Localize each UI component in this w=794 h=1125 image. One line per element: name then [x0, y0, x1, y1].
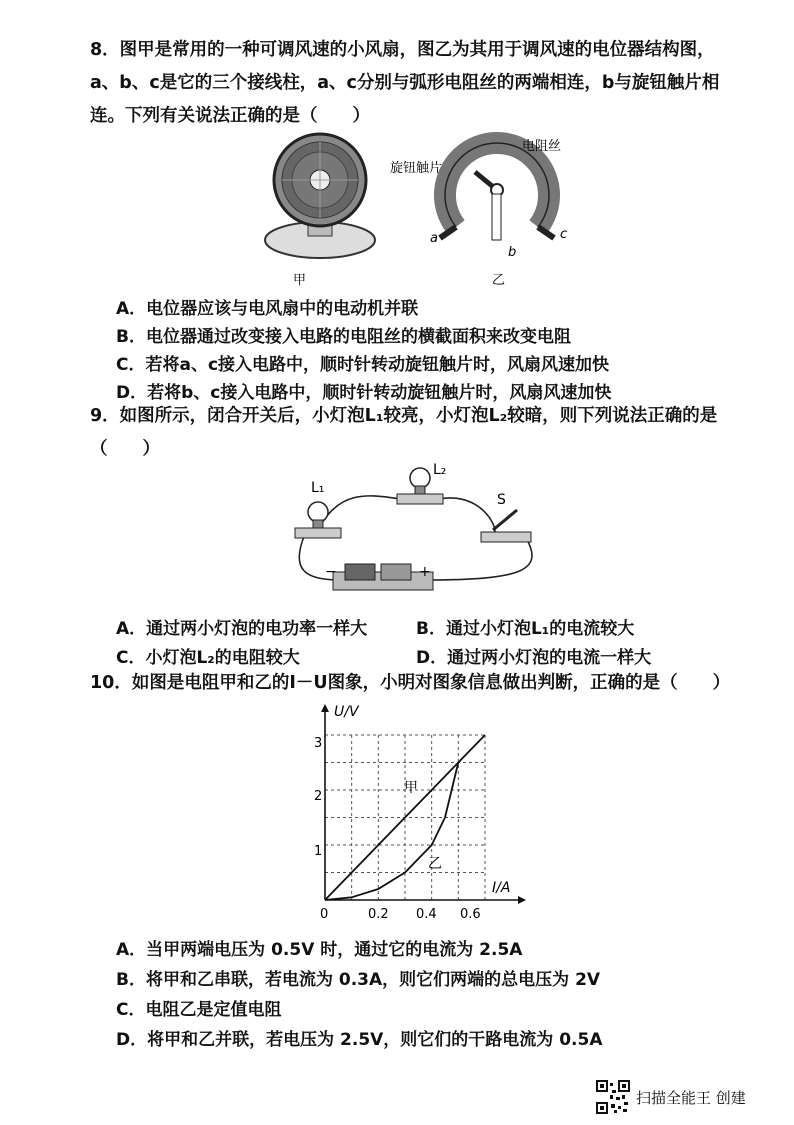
x-axis-label: I/A: [492, 880, 511, 896]
q8-option-c: C．若将a、c接入电路中，顺时针转动旋钮触片时，风扇风速加快: [116, 355, 610, 375]
q9-option-c: C．小灯泡L₂的电阻较大: [116, 648, 300, 668]
q9-option-b: B．通过小灯泡L₁的电流较大: [416, 619, 635, 639]
label-terminal-c: c: [560, 227, 568, 242]
y-tick-1: 1: [314, 844, 323, 859]
label-l1: L₁: [311, 480, 325, 496]
x-tick-3: 0.6: [460, 907, 481, 922]
label-resistance-wire: 电阻丝: [522, 139, 562, 154]
label-knob-contact: 旋钮触片: [390, 161, 443, 176]
q8-option-d: D．若将b、c接入电路中，顺时针转动旋钮触片时，风扇风速加快: [116, 383, 612, 403]
footer-text: 扫描全能王 创建: [636, 1088, 746, 1107]
fig-caption-yi: 乙: [492, 273, 506, 288]
label-terminal-a: a: [430, 231, 438, 246]
label-battery-plus: +: [419, 564, 431, 580]
q8-option-b: B．电位器通过改变接入电路的电阻丝的横截面积来改变电阻: [116, 327, 571, 347]
label-terminal-b: b: [508, 245, 517, 260]
fig-caption-jia: 甲: [293, 273, 307, 288]
label-l2: L₂: [433, 462, 447, 478]
q10-option-c: C．电阻乙是定值电阻: [116, 1000, 282, 1020]
x-tick-0: 0: [320, 907, 329, 922]
q9-option-d: D．通过两小灯泡的电流一样大: [416, 648, 652, 668]
label-battery-minus: −: [325, 564, 337, 580]
q10-option-b: B．将甲和乙串联，若电流为 0.3A，则它们两端的总电压为 2V: [116, 970, 601, 990]
q10-stem: 10．如图是电阻甲和乙的I－U图象，小明对图象信息做出判断，正确的是（ ）: [90, 673, 731, 693]
q10-option-a: A．当甲两端电压为 0.5V 时，通过它的电流为 2.5A: [116, 940, 523, 960]
series-label-jia: 甲: [404, 780, 418, 796]
q9-circuit-figure: [285, 460, 555, 610]
y-axis-label: U/V: [334, 704, 359, 720]
y-tick-2: 2: [314, 789, 323, 804]
x-tick-2: 0.4: [416, 907, 437, 922]
q10-option-d: D．将甲和乙并联，若电压为 2.5V，则它们的干路电流为 0.5A: [116, 1030, 603, 1050]
q8-option-a: A．电位器应该与电风扇中的电动机并联: [116, 299, 419, 319]
y-axis-arrow: [321, 704, 329, 712]
x-axis-arrow: [518, 896, 526, 904]
label-switch-s: S: [497, 492, 506, 508]
series-label-yi: 乙: [428, 856, 442, 872]
q9-option-a: A．通过两小灯泡的电功率一样大: [116, 619, 368, 639]
iu-chart: [300, 700, 530, 922]
q8-stem: 8．图甲是常用的一种可调风速的小风扇，图乙为其用于调风速的电位器结构图，a、b、c是它的三个接线柱，a、c分别与弧形电阻丝的两端相连，b与旋钮触片相连。下列有关说法正确的是（ ）: [90, 40, 720, 126]
potentiometer-image: [440, 143, 554, 240]
fan-image: [265, 134, 375, 258]
qr-code-icon: [596, 1080, 630, 1114]
x-tick-1: 0.2: [368, 907, 389, 922]
y-tick-3: 3: [314, 736, 323, 751]
scanner-footer: [596, 1080, 746, 1114]
q8-figure: [260, 132, 600, 292]
q9-stem: 9．如图所示，闭合开关后，小灯泡L₁较亮，小灯泡L₂较暗，则下列说法正确的是（ ）: [90, 406, 718, 459]
